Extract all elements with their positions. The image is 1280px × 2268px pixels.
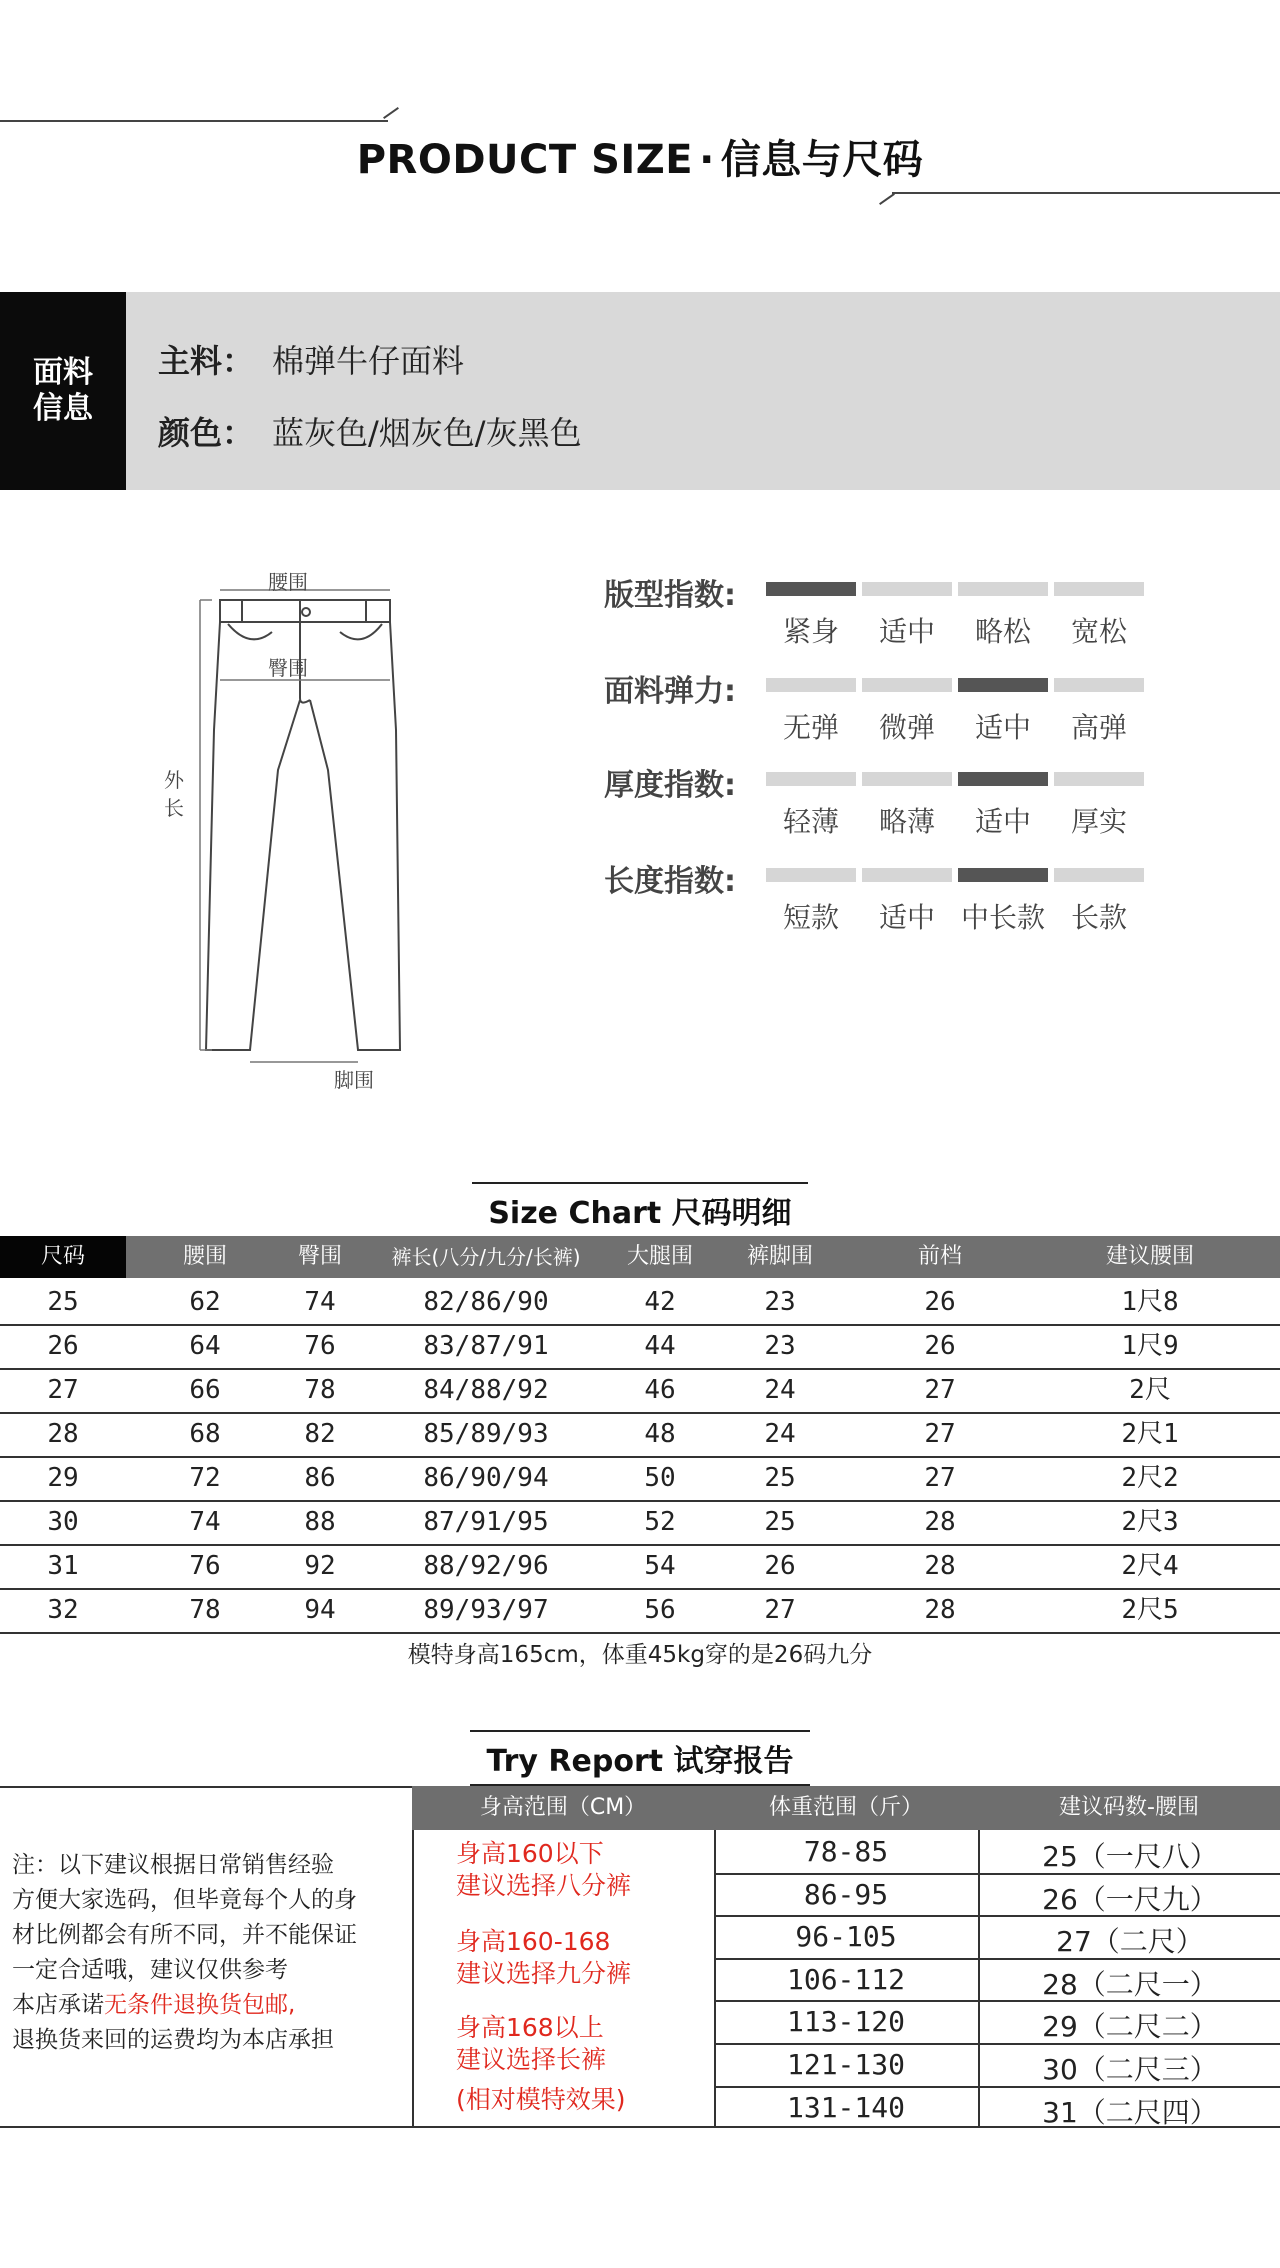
size-chart-cell: 29 xyxy=(47,1463,79,1493)
size-chart-row xyxy=(0,1588,1280,1634)
size-chart-row xyxy=(0,1412,1280,1458)
size-chart-cell: 56 xyxy=(644,1595,676,1625)
header-line-right-tick xyxy=(879,193,895,205)
index-stretch-title: 面料弹力: xyxy=(604,674,736,709)
size-chart-cell: 48 xyxy=(644,1419,676,1449)
header-line-right xyxy=(892,192,1280,194)
index-stretch-option-2: 微弹 xyxy=(878,711,935,744)
size-chart-cell: 84/88/92 xyxy=(423,1375,549,1405)
size-chart-cell: 1尺8 xyxy=(1121,1287,1179,1317)
size-chart-cell: 25 xyxy=(764,1463,796,1493)
size-chart-cell: 82 xyxy=(304,1419,336,1449)
size-chart-cell: 32 xyxy=(47,1595,79,1625)
index-fit-title: 版型指数: xyxy=(604,578,736,613)
size-chart-cell: 1尺9 xyxy=(1121,1331,1179,1361)
size-chart-header-hip: 臀围 xyxy=(297,1244,342,1269)
fabric-color-key: 颜色： xyxy=(158,414,255,452)
try-report-height-group-3-line1: 身高168以上 xyxy=(456,2013,604,2042)
try-report-note-promise xyxy=(12,1988,398,2023)
size-chart-cell: 94 xyxy=(304,1595,336,1625)
page-title xyxy=(0,128,1280,185)
size-chart-cell: 23 xyxy=(764,1331,796,1361)
try-report-row-divider xyxy=(714,1915,1280,1917)
try-report-size: 26（一尺九） xyxy=(1042,1882,1218,1916)
size-chart-header-length: 裤长(八分/九分/长裤) xyxy=(391,1245,581,1269)
size-chart-cell: 24 xyxy=(764,1419,796,1449)
try-report-height-group-2 xyxy=(456,1926,631,1990)
fabric-main-material-key: 主料： xyxy=(158,342,255,380)
size-chart-header-thigh: 大腿围 xyxy=(626,1244,693,1269)
size-chart-header-rise: 前档 xyxy=(917,1244,962,1269)
try-report-row-divider xyxy=(714,2043,1280,2045)
size-chart-cell: 2尺2 xyxy=(1121,1463,1179,1493)
try-report-header-size: 建议码数-腰围 xyxy=(1059,1795,1199,1820)
size-chart-cell: 44 xyxy=(644,1331,676,1361)
try-report-row-divider xyxy=(714,1873,1280,1875)
index-thickness-option-4: 厚实 xyxy=(1070,805,1127,838)
size-chart-cell: 72 xyxy=(189,1463,221,1493)
try-report-size: 25（一尺八） xyxy=(1042,1840,1218,1873)
try-report-height-group-1-line1: 身高160以下 xyxy=(456,1839,604,1868)
size-chart-cell: 28 xyxy=(924,1595,956,1625)
fabric-info-tag xyxy=(0,292,126,490)
index-fit-bar-4 xyxy=(1054,582,1144,596)
size-chart-cell: 27 xyxy=(924,1375,956,1405)
size-chart-cell: 74 xyxy=(189,1507,221,1537)
index-length-option-4: 长款 xyxy=(1070,901,1127,934)
index-stretch-option-1: 无弹 xyxy=(782,711,839,744)
size-chart-cell: 27 xyxy=(764,1595,796,1625)
size-chart-cell: 42 xyxy=(644,1287,676,1317)
fabric-info-band xyxy=(0,292,1280,490)
size-chart-cell: 2尺4 xyxy=(1121,1551,1179,1581)
try-report-weight: 78-85 xyxy=(803,1835,889,1868)
size-chart-cell: 28 xyxy=(47,1419,79,1449)
size-chart-cell: 26 xyxy=(924,1331,956,1361)
page-title-cn: 信息与尺码 xyxy=(720,137,924,183)
index-thickness-bar-4 xyxy=(1054,772,1144,786)
size-chart-row xyxy=(0,1500,1280,1546)
size-chart-cell: 25 xyxy=(764,1507,796,1537)
index-fit-option-4: 宽松 xyxy=(1070,615,1127,648)
try-report-weight: 86-95 xyxy=(803,1877,889,1911)
index-length-bar-2 xyxy=(862,868,952,882)
size-chart-cell: 31 xyxy=(47,1551,79,1581)
try-report-height-group-2-line1: 身高160-168 xyxy=(456,1927,611,1956)
header-line-left xyxy=(0,120,388,122)
index-thickness-option-3: 适中 xyxy=(974,805,1031,838)
try-report-note-line-1: 注：以下建议根据日常销售经验 xyxy=(12,1852,334,1878)
size-chart-cell: 89/93/97 xyxy=(423,1595,549,1625)
try-report-title-text: Try Report 试穿报告 xyxy=(470,1730,809,1786)
try-report-size: 30（二尺三） xyxy=(1042,2053,1218,2086)
index-stretch-bar-4 xyxy=(1054,678,1144,692)
try-report-height-group-1 xyxy=(456,1838,631,1902)
size-chart-cell: 64 xyxy=(189,1331,221,1361)
size-chart-cell: 74 xyxy=(304,1287,336,1317)
size-chart-row xyxy=(0,1324,1280,1370)
try-report-header-weight: 体重范围（斤） xyxy=(768,1795,923,1820)
try-report-divider-1 xyxy=(412,1786,414,2128)
size-chart-cell: 26 xyxy=(764,1551,796,1581)
size-chart-cell: 2尺3 xyxy=(1121,1507,1179,1537)
pants-diagram xyxy=(150,570,430,1090)
try-report-height-group-1-line2: 建议选择八分裤 xyxy=(456,1871,632,1900)
size-chart-cell: 50 xyxy=(644,1463,676,1493)
size-chart-cell: 25 xyxy=(47,1287,79,1317)
size-chart-cell: 86/90/94 xyxy=(423,1463,549,1493)
try-report-weight: 121-130 xyxy=(786,2048,905,2081)
try-report-note-line-2: 方便大家选码，但毕竟每个人的身 xyxy=(12,1887,357,1913)
fabric-main-material xyxy=(158,336,464,382)
fabric-color xyxy=(158,408,582,454)
index-thickness-bar-2 xyxy=(862,772,952,786)
size-chart-title xyxy=(0,1182,1280,1238)
index-stretch-bar-2 xyxy=(862,678,952,692)
size-chart-row xyxy=(0,1280,1280,1326)
size-chart-cell: 27 xyxy=(924,1419,956,1449)
size-chart-cell: 86 xyxy=(304,1463,336,1493)
index-stretch-option-3: 适中 xyxy=(974,711,1031,744)
size-chart-cell: 68 xyxy=(189,1419,221,1449)
try-report-size: 27（二尺） xyxy=(1056,1925,1204,1959)
try-report-height-group-3-line2: 建议选择长裤 xyxy=(456,2045,607,2074)
try-report-weight: 96-105 xyxy=(795,1920,897,1954)
try-report-size: 29（二尺二） xyxy=(1042,2010,1218,2044)
index-stretch-bar-3 xyxy=(958,678,1048,692)
size-chart-cell: 88 xyxy=(304,1507,336,1537)
index-length-title: 长度指数: xyxy=(604,864,736,899)
size-chart-cell: 78 xyxy=(304,1375,336,1405)
size-chart-row xyxy=(0,1544,1280,1590)
index-thickness-option-1: 轻薄 xyxy=(782,805,839,838)
size-chart-cell: 83/87/91 xyxy=(423,1331,549,1361)
fabric-color-value: 蓝灰色/烟灰色/灰黑色 xyxy=(272,414,582,452)
pants-label-waist: 腰围 xyxy=(268,570,308,594)
try-report-row-divider xyxy=(714,1958,1280,1960)
size-chart-cell: 92 xyxy=(304,1551,336,1581)
index-thickness-bar-1 xyxy=(766,772,856,786)
try-report-note-promise-prefix: 本店承诺 xyxy=(12,1992,104,2018)
index-fit-option-2: 适中 xyxy=(878,615,935,648)
try-report-weight: 106-112 xyxy=(786,1962,905,1996)
header-line-left-tick xyxy=(383,107,399,119)
size-chart-header-waist: 腰围 xyxy=(182,1244,227,1269)
try-report-height-group-2-line2: 建议选择九分裤 xyxy=(456,1959,632,1988)
index-fit-bar-1 xyxy=(766,582,856,596)
try-report-note-line-3: 材比例都会有所不同，并不能保证 xyxy=(12,1922,357,1948)
size-chart-header xyxy=(0,1236,1280,1278)
pants-label-hip: 臀围 xyxy=(268,656,308,680)
fabric-info-tag-text: 面料信息 xyxy=(33,355,93,426)
index-fit-option-1: 紧身 xyxy=(782,615,839,648)
size-chart-cell: 28 xyxy=(924,1551,956,1581)
index-fit-bar-2 xyxy=(862,582,952,596)
index-length-option-2: 适中 xyxy=(878,901,935,934)
size-chart-cell: 76 xyxy=(189,1551,221,1581)
size-chart-cell: 23 xyxy=(764,1287,796,1317)
index-length-bar-4 xyxy=(1054,868,1144,882)
index-fit-bar-3 xyxy=(958,582,1048,596)
size-chart-cell: 54 xyxy=(644,1551,676,1581)
size-chart-row xyxy=(0,1368,1280,1414)
size-chart-cell: 66 xyxy=(189,1375,221,1405)
size-chart-cell: 28 xyxy=(924,1507,956,1537)
pants-label-hem: 脚围 xyxy=(334,1068,374,1092)
index-length-option-3: 中长款 xyxy=(960,901,1045,934)
try-report-note-line-4: 一定合适哦，建议仅供参考 xyxy=(12,1957,288,1983)
size-chart-title-text: Size Chart 尺码明细 xyxy=(472,1182,807,1238)
size-chart-header-size: 尺码 xyxy=(40,1244,85,1269)
size-chart-cell: 82/86/90 xyxy=(423,1287,549,1317)
fabric-main-material-value: 棉弹牛仔面料 xyxy=(272,342,465,380)
size-chart-header-suggest-waist: 建议腰围 xyxy=(1105,1244,1194,1269)
size-chart-cell: 27 xyxy=(924,1463,956,1493)
index-length-option-1: 短款 xyxy=(782,901,839,934)
size-chart-cell: 46 xyxy=(644,1375,676,1405)
try-report-title xyxy=(0,1730,1280,1786)
index-thickness-bar-3 xyxy=(958,772,1048,786)
try-report-row-divider xyxy=(714,2000,1280,2002)
size-chart-cell: 88/92/96 xyxy=(423,1551,549,1581)
size-chart-cell: 24 xyxy=(764,1375,796,1405)
size-chart-cell: 78 xyxy=(189,1595,221,1625)
try-report-note-last: 退换货来回的运费均为本店承担 xyxy=(12,2027,334,2053)
size-chart-cell: 76 xyxy=(304,1331,336,1361)
size-chart-cell: 2尺 xyxy=(1129,1375,1171,1405)
size-chart-cell: 2尺5 xyxy=(1121,1595,1179,1625)
size-chart-cell: 2尺1 xyxy=(1121,1419,1179,1449)
try-report-header xyxy=(412,1786,1280,1830)
try-report-row-divider xyxy=(714,2086,1280,2088)
page-title-dot: · xyxy=(699,137,715,183)
size-chart-cell: 27 xyxy=(47,1375,79,1405)
size-chart-model-note: 模特身高165cm，体重45kg穿的是26码九分 xyxy=(407,1642,873,1668)
try-report-weight: 113-120 xyxy=(786,2005,905,2039)
try-report-height-footer: (相对模特效果) xyxy=(456,2085,626,2114)
index-length-bar-3 xyxy=(958,868,1048,882)
index-length-bar-1 xyxy=(766,868,856,882)
try-report-note-promise-red: 无条件退换货包邮, xyxy=(104,1992,296,2018)
size-chart-cell: 26 xyxy=(924,1287,956,1317)
try-report-weight: 131-140 xyxy=(786,2090,905,2124)
index-thickness-title: 厚度指数: xyxy=(604,768,736,803)
index-thickness-option-2: 略薄 xyxy=(878,805,935,838)
size-chart-cell: 85/89/93 xyxy=(423,1419,549,1449)
try-report-height-group-3 xyxy=(456,2012,606,2076)
pants-label-outer-length: 外长 xyxy=(164,768,184,820)
try-report-size: 28（二尺一） xyxy=(1042,1967,1218,2001)
page-title-en: PRODUCT SIZE xyxy=(356,137,694,183)
index-stretch-bar-1 xyxy=(766,678,856,692)
size-chart-cell: 52 xyxy=(644,1507,676,1537)
size-chart-cell: 87/91/95 xyxy=(423,1507,549,1537)
index-fit-option-3: 略松 xyxy=(974,615,1031,648)
try-report-note xyxy=(12,1848,398,2058)
try-report-header-height: 身高范围（CM） xyxy=(479,1795,647,1820)
size-chart-header-hem: 裤脚围 xyxy=(746,1244,813,1269)
try-report-size: 31（二尺四） xyxy=(1042,2095,1218,2129)
size-chart-cell: 62 xyxy=(189,1287,221,1317)
index-stretch-option-4: 高弹 xyxy=(1070,711,1127,744)
size-chart-row xyxy=(0,1456,1280,1502)
size-chart-cell: 26 xyxy=(47,1331,79,1361)
size-chart-cell: 30 xyxy=(47,1507,79,1537)
